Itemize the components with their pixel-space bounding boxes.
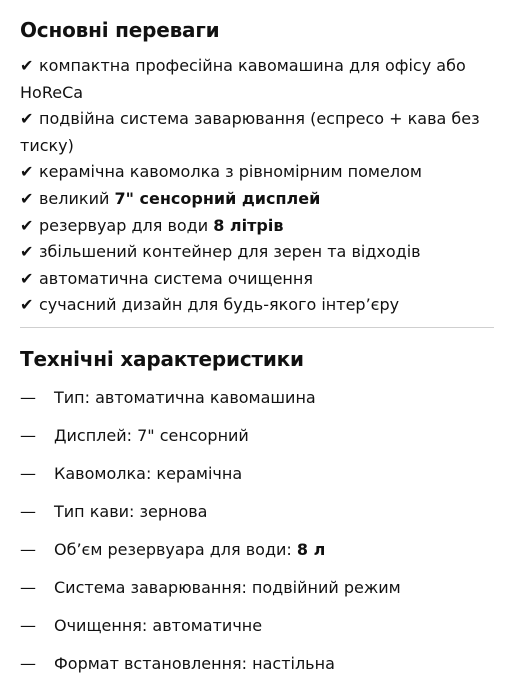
dash-bullet: — <box>20 654 36 673</box>
advantages-list <box>20 53 498 319</box>
spec-row: — Дисплей: 7" сенсорний <box>20 424 494 462</box>
dash-bullet: — <box>20 616 36 635</box>
section-divider <box>20 327 494 328</box>
spec-row: — Тип: автоматична кавомашина <box>20 386 494 424</box>
dash-bullet: — <box>20 540 36 559</box>
list-item: ✔ автоматична система очищення <box>20 266 498 293</box>
check-icon: ✔ <box>20 295 34 315</box>
spec-row: — Тип кави: зернова <box>20 500 494 538</box>
spec-row: — Очищення: автоматичне <box>20 614 494 652</box>
list-item: ✔ сучасний дизайн для будь-якого інтер’єру <box>20 292 498 319</box>
dash-bullet: — <box>20 578 36 597</box>
spec-row: — Система заварювання: подвійний режим <box>20 576 494 614</box>
list-item: ✔ резервуар для води 8 літрів <box>20 213 498 240</box>
specs-list <box>20 386 494 690</box>
list-item: ✔ великий 7" сенсорний дисплей <box>20 186 498 213</box>
list-item: ✔ компактна професійна кавомашина для офісу або HoReCa <box>20 53 498 106</box>
check-icon: ✔ <box>20 109 34 129</box>
dash-bullet: — <box>20 426 36 445</box>
list-item: ✔ збільшений контейнер для зерен та відходів <box>20 239 498 266</box>
list-item: ✔ подвійна система заварювання (еспресо + кава без тиску) <box>20 106 498 159</box>
spec-row: — Об’єм резервуара для води: 8 л <box>20 538 494 576</box>
dash-bullet: — <box>20 388 36 407</box>
section-title-advantages: Основні переваги <box>20 18 220 42</box>
check-icon: ✔ <box>20 268 34 288</box>
list-item: ✔ керамічна кавомолка з рівномірним помелом <box>20 159 498 186</box>
dash-bullet: — <box>20 502 36 521</box>
spec-row: — Формат встановлення: настільна <box>20 652 494 690</box>
check-icon: ✔ <box>20 162 34 182</box>
spec-row: — Кавомолка: керамічна <box>20 462 494 500</box>
check-icon: ✔ <box>20 56 34 75</box>
check-icon: ✔ <box>20 215 34 235</box>
dash-bullet: — <box>20 464 36 483</box>
check-icon: ✔ <box>20 242 34 262</box>
section-title-specs: Технічні характеристики <box>20 347 304 371</box>
check-icon: ✔ <box>20 188 34 208</box>
